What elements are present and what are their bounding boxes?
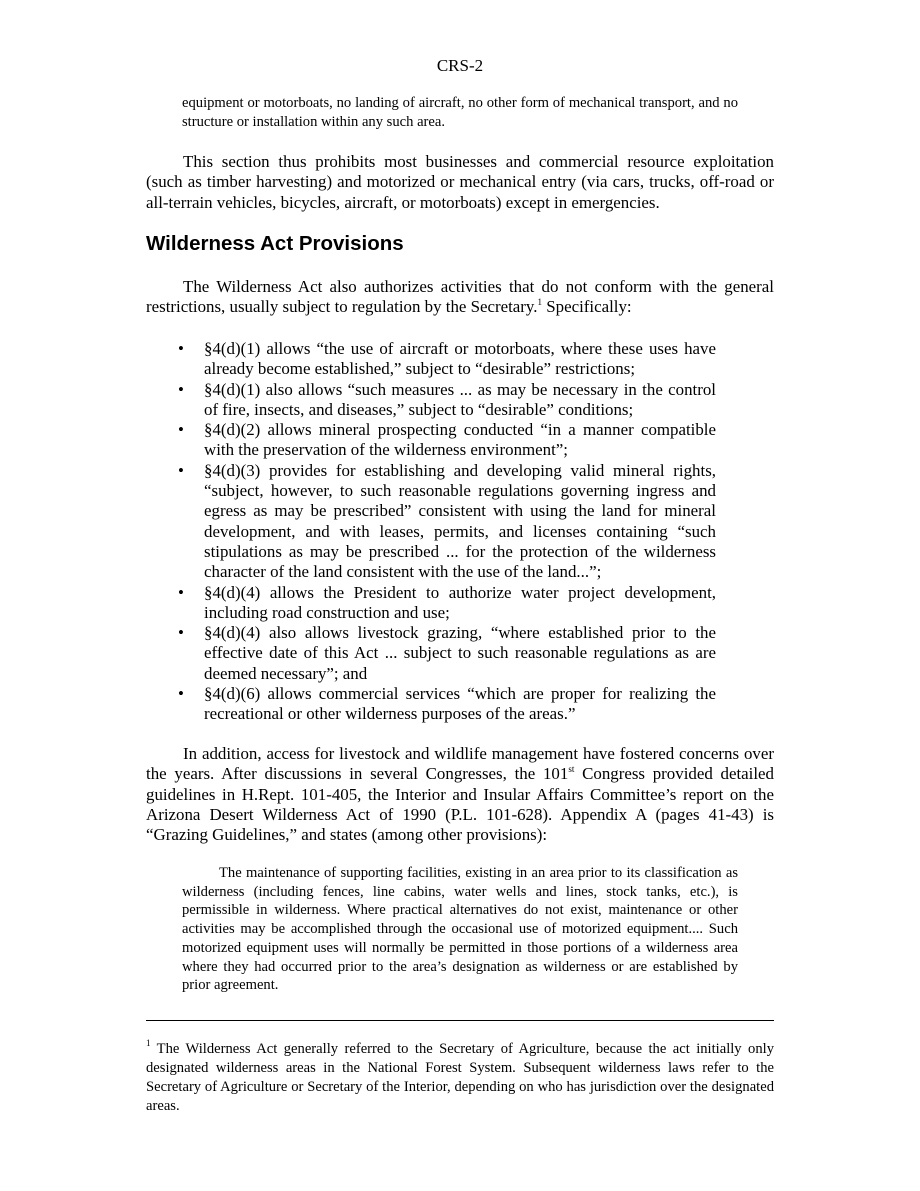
paragraph-text: In addition, access for livestock and wildlife management have fostered concerns over the years. After discussions in several Congresses, the 101 xyxy=(146,744,774,784)
list-item-text: §4(d)(4) also allows livestock grazing, “where established prior to the effective date of this Act ... subject to such reasonable regulations as are deemed necessary”; and xyxy=(204,623,716,683)
bullet-icon: • xyxy=(178,379,184,399)
bullet-icon: • xyxy=(178,582,184,602)
bullet-icon: • xyxy=(178,339,184,358)
bullet-icon: • xyxy=(178,420,184,440)
footnote-number: 1 xyxy=(146,1038,151,1048)
list-item xyxy=(178,380,716,421)
provisions-list xyxy=(178,339,716,725)
ordinal-suffix: st xyxy=(568,764,575,775)
list-item-text: §4(d)(1) also allows “such measures ... as may be necessary in the control of fire, insects, and diseases,” subject to “desirable” conditions; xyxy=(204,379,716,419)
list-item xyxy=(178,583,716,624)
list-item xyxy=(178,684,716,725)
list-item-text: §4(d)(4) allows the President to authorize water project development, including road construction and use; xyxy=(204,582,716,622)
list-item xyxy=(178,420,716,461)
paragraph-grazing xyxy=(146,744,774,845)
footnote-text: The Wilderness Act generally referred to the Secretary of Agriculture, because the act initially only designated wilderness areas in the National Forest System. Subsequent wilderness laws refer to the Secretary of Agriculture or Secretary of the Interior, depending on who has jurisdiction over the designated areas. xyxy=(146,1041,774,1114)
paragraph-text-end: Congress provided detailed guidelines in H.Rept. 101-405, the Interior and Insular Affairs Committee’s report on the Arizona Desert Wilderness Act of 1990 (P.L. 101-628). Appendix A (pages 41-43) is “Grazing Guidelines,” and states (among other provisions): xyxy=(146,764,774,845)
list-item xyxy=(178,623,716,684)
page-header: CRS-2 xyxy=(436,56,484,75)
block-quote-top: equipment or motorboats, no landing of aircraft, no other form of mechanical transport, and no structure or installation within any such area. xyxy=(182,95,738,130)
list-item-text: §4(d)(2) allows mineral prospecting conducted “in a manner compatible with the preservation of the wilderness environment”; xyxy=(204,420,716,460)
section-heading: Wilderness Act Provisions xyxy=(146,232,404,255)
footnote xyxy=(146,1040,774,1116)
list-item-text: §4(d)(1) allows “the use of aircraft or motorboats, where these uses have already become established,” subject to “desirable” restrictions; xyxy=(204,339,716,379)
block-quote-grazing-guidelines: The maintenance of supporting facilities, existing in an area prior to its classification as wilderness (including fences, line cabins, water wells and lines, stock tanks, etc.), is permissible in wilderness. Where practical alternatives do not exist, maintenance or other activities may be accomplished through the occasional use of motorized equipment.... Such motorized equipment uses will normally be permitted in those portions of a wilderness area where they had occurred prior to the area’s designation as wilderness or are established by prior agreement. xyxy=(182,865,738,994)
footnote-separator xyxy=(146,1020,774,1021)
bullet-icon: • xyxy=(178,623,184,643)
paragraph-text: The Wilderness Act also authorizes activities that do not conform with the general restrictions, usually subject to regulation by the Secretary. xyxy=(146,277,774,317)
bullet-icon: • xyxy=(178,460,184,480)
bullet-icon: • xyxy=(178,684,184,704)
footnote-reference[interactable]: 1 xyxy=(537,297,543,308)
list-item xyxy=(178,339,716,380)
list-item-text: §4(d)(3) provides for establishing and developing valid mineral rights, “subject, however, to such reasonable regulations governing ingress and egress as may be prescribed” consistent with using the land for mineral development, and with leases, permits, and licenses containing “such stipulations as may be prescribed ... for the protection of the wilderness character of the land consistent with the use of the land...”; xyxy=(204,460,716,582)
paragraph-prohibitions: This section thus prohibits most businesses and commercial resource exploitation (such as timber harvesting) and motorized or mechanical entry (via cars, trucks, off-road or all-terrain vehicles, bicycles, aircraft, or motorboats) except in emergencies. xyxy=(146,152,774,212)
paragraph-text-end: Specifically: xyxy=(542,297,632,317)
list-item xyxy=(178,461,716,583)
paragraph-authorizations xyxy=(146,277,774,318)
list-item-text: §4(d)(6) allows commercial services “which are proper for realizing the recreational or other wilderness purposes of the areas.” xyxy=(204,684,716,724)
